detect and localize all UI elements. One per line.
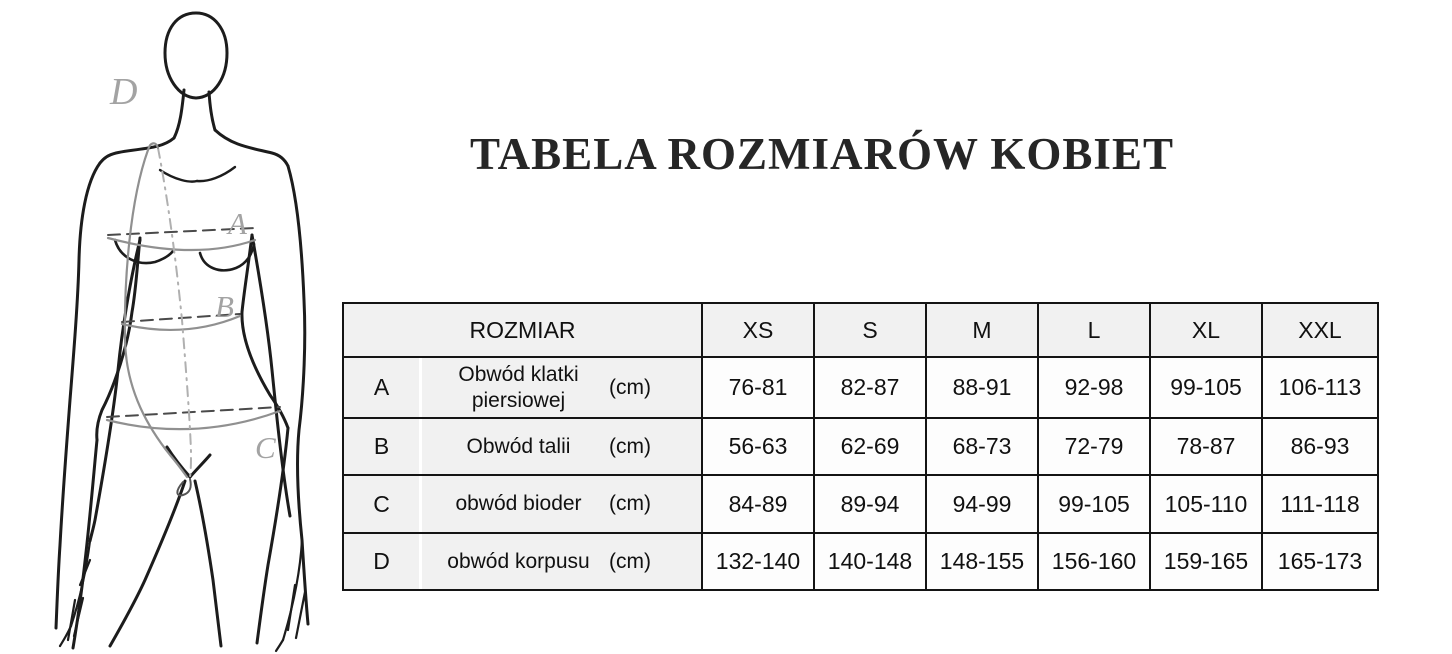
row-measurement xyxy=(422,534,701,589)
unit-label: (cm) xyxy=(609,434,651,458)
figure-label-waist: B xyxy=(215,289,234,324)
measurement-name: obwód bioder xyxy=(455,492,582,516)
figure-label-chest: A xyxy=(228,206,247,241)
header-size-m: M xyxy=(925,304,1037,356)
table-row-chest xyxy=(344,356,1377,417)
table-row-waist xyxy=(344,417,1377,474)
value-cell: 86-93 xyxy=(1261,419,1377,474)
row-measurement xyxy=(422,358,701,417)
value-cell: 105-110 xyxy=(1149,476,1261,532)
value-cell: 78-87 xyxy=(1149,419,1261,474)
unit-label: (cm) xyxy=(609,375,651,399)
value-cell: 84-89 xyxy=(701,476,813,532)
value-cell: 82-87 xyxy=(813,358,925,417)
value-cell: 140-148 xyxy=(813,534,925,589)
header-size-xs: XS xyxy=(701,304,813,356)
header-size-s: S xyxy=(813,304,925,356)
value-cell: 68-73 xyxy=(925,419,1037,474)
value-cell: 92-98 xyxy=(1037,358,1149,417)
value-cell: 94-99 xyxy=(925,476,1037,532)
value-cell: 156-160 xyxy=(1037,534,1149,589)
header-size-xl: XL xyxy=(1149,304,1261,356)
measurement-name: Obwód klatki piersiowej xyxy=(458,363,579,412)
value-cell: 88-91 xyxy=(925,358,1037,417)
value-cell: 111-118 xyxy=(1261,476,1377,532)
value-cell: 99-105 xyxy=(1149,358,1261,417)
value-cell: 89-94 xyxy=(813,476,925,532)
measurement-name: obwód korpusu xyxy=(447,549,590,573)
header-size-l: L xyxy=(1037,304,1149,356)
value-cell: 72-79 xyxy=(1037,419,1149,474)
value-cell: 132-140 xyxy=(701,534,813,589)
unit-label: (cm) xyxy=(609,492,651,515)
row-letter: C xyxy=(344,476,422,532)
measurement-name: Obwód talii xyxy=(466,434,571,458)
measurement-line-torso xyxy=(125,143,191,495)
table-row-torso xyxy=(344,532,1377,589)
table-row-hips xyxy=(344,474,1377,532)
unit-label: (cm) xyxy=(609,549,651,573)
figure-label-torso: D xyxy=(110,71,138,113)
row-measurement xyxy=(422,419,701,474)
value-cell: 106-113 xyxy=(1261,358,1377,417)
value-cell: 56-63 xyxy=(701,419,813,474)
value-cell: 165-173 xyxy=(1261,534,1377,589)
value-cell: 99-105 xyxy=(1037,476,1149,532)
figure-label-hips: C xyxy=(255,430,276,465)
body-measurement-figure xyxy=(0,0,340,654)
value-cell: 62-69 xyxy=(813,419,925,474)
page-title: TABELA ROZMIARÓW KOBIET xyxy=(470,129,1174,179)
table-header-row xyxy=(344,304,1377,356)
size-table xyxy=(342,302,1379,591)
row-letter: A xyxy=(344,358,422,417)
row-measurement xyxy=(422,476,701,532)
row-letter: D xyxy=(344,534,422,589)
row-letter: B xyxy=(344,419,422,474)
value-cell: 148-155 xyxy=(925,534,1037,589)
value-cell: 159-165 xyxy=(1149,534,1261,589)
measurement-line-hips xyxy=(107,407,280,429)
header-size-xxl: XXL xyxy=(1261,304,1377,356)
value-cell: 76-81 xyxy=(701,358,813,417)
header-rozmiar: ROZMIAR xyxy=(344,304,701,356)
